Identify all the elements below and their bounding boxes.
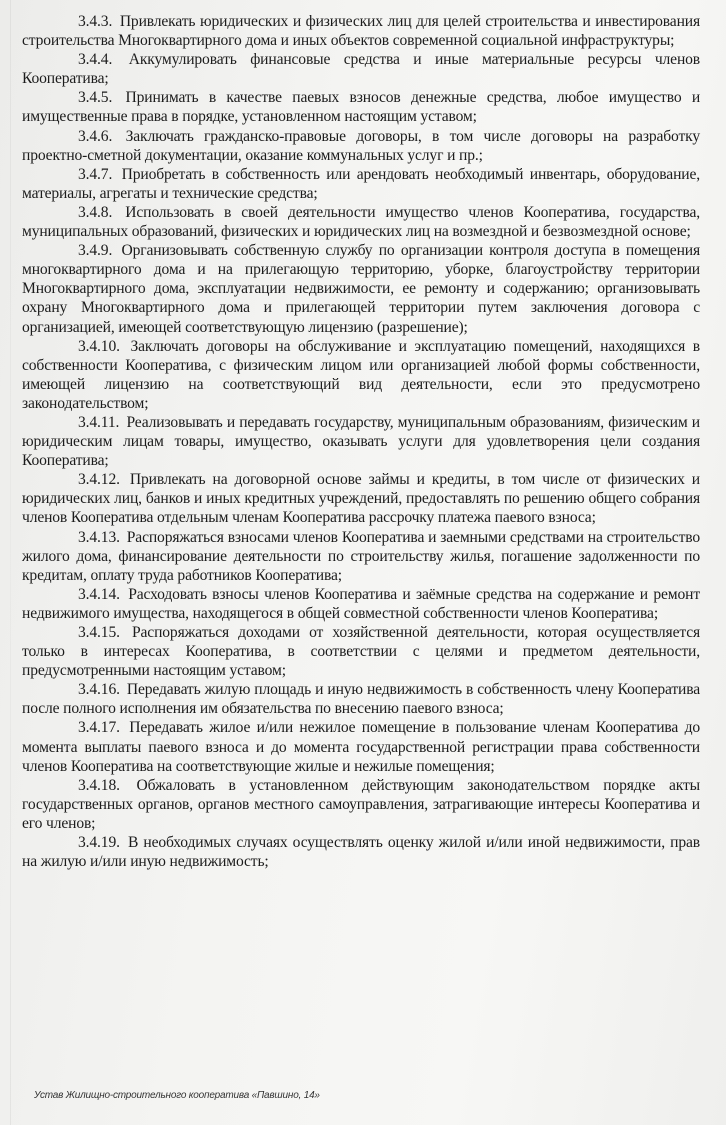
- clause-number: 3.4.7.: [78, 165, 113, 183]
- clause-number: 3.4.5.: [78, 89, 113, 107]
- clause-3-4-15: [22, 623, 700, 680]
- clause-text: Использовать в своей деятельности имущество членов Кооператива, государства, муниципальных образований, физических и юридических лиц на возмездной и безвозмездной основе;: [22, 203, 701, 241]
- clause-text: Передавать жилое и/или нежилое помещение в пользование членам Кооператива до момента выплаты паевого взноса и до момента государственной регистрации права собственности членов Кооператива на соответствующие жилые и нежилые помещения;: [22, 719, 701, 775]
- clause-number: 3.4.11.: [78, 413, 120, 431]
- clause-3-4-7: [22, 165, 700, 203]
- clause-text: Заключать договоры на обслуживание и эксплуатацию помещений, находящихся в собственности Кооператива, с физическим лицом или организацией любой формы собственности, имеющей лицензию на соответствующий вид деятельности, если это предусмотрено законодательством;: [22, 337, 700, 412]
- clause-number: 3.4.9.: [78, 242, 113, 260]
- clause-number: 3.4.4.: [78, 51, 113, 69]
- clause-number: 3.4.8.: [78, 203, 113, 221]
- clause-3-4-12: [22, 470, 700, 527]
- clause-text: Распоряжаться взносами членов Кооператива и заемными средствами на строительство жилого дома, финансирование деятельности по строительству жилья, погашение задолженности по кредитам, оплату труда работников Кооператива;: [22, 528, 700, 584]
- clause-number: 3.4.19.: [78, 834, 120, 852]
- clause-3-4-10: [22, 337, 700, 413]
- clause-list: [22, 12, 700, 871]
- clause-3-4-14: [22, 585, 700, 623]
- clause-number: 3.4.12.: [78, 471, 120, 489]
- clause-3-4-16: [22, 680, 700, 718]
- clause-number: 3.4.13.: [78, 528, 120, 546]
- clause-3-4-11: [22, 413, 700, 470]
- clause-text: Обжаловать в установленном действующим законодательством порядке акты государственных органов, органов местного самоуправления, затрагивающие интересы Кооператива и его членов;: [22, 776, 700, 832]
- clause-text: Расходовать взносы членов Кооператива и заёмные средства на содержание и ремонт недвижимого имущества, находящегося в общей совместной собственности членов Кооператива;: [22, 585, 700, 622]
- clause-number: 3.4.15.: [78, 624, 120, 641]
- clause-text: Распоряжаться доходами от хозяйственной деятельности, которая осуществляется только в интересах Кооператива, в соответствии с целями и предметом деятельности, предусмотренными настоящим уставом;: [22, 624, 700, 680]
- clause-text: Привлекать юридических и физических лиц для целей строительства и инвестирования строительства Многоквартирного дома и иных объектов современной социальной инфраструктуры;: [22, 13, 700, 50]
- clause-text: Приобретать в собственность или арендовать необходимый инвентарь, оборудование, материалы, агрегаты и технические средства;: [22, 165, 700, 202]
- clause-3-4-3: [22, 12, 700, 50]
- clause-text: Заключать гражданско-правовые договоры, в том числе договоры на разработку проектно-сметной документации, оказание коммунальных услуг и пр.;: [22, 127, 700, 164]
- clause-text: Аккумулировать финансовые средства и иные материальные ресурсы членов Кооператива;: [22, 51, 701, 88]
- clause-3-4-4: [22, 50, 700, 88]
- page-footer: Устав Жилищно-строительного кооператива «Павшино, 14»: [34, 1090, 320, 1101]
- clause-number: 3.4.16.: [78, 681, 120, 699]
- scan-margin-line: [10, 0, 11, 1125]
- clause-3-4-17: [22, 718, 700, 775]
- clause-3-4-13: [22, 528, 700, 585]
- clause-number: 3.4.6.: [78, 127, 113, 145]
- clause-number: 3.4.3.: [78, 13, 113, 30]
- clause-text: Реализовывать и передавать государству, муниципальным образованиям, физическим и юридическим лицам товары, имущество, оказывать услуги для удовлетворения цели создания Кооператива;: [22, 413, 700, 470]
- clause-3-4-9: [22, 241, 700, 336]
- clause-number: 3.4.10.: [78, 337, 120, 355]
- clause-text: Передавать жилую площадь и иную недвижимость в собственность члену Кооператива после полного исполнения им обязательства по внесению паевого взноса;: [22, 681, 700, 718]
- clause-number: 3.4.14.: [78, 585, 120, 603]
- clause-3-4-18: [22, 776, 700, 833]
- clause-text: Принимать в качестве паевых взносов денежные средства, любое имущество и имущественные права в порядке, установленном настоящим уставом;: [22, 89, 701, 126]
- clause-3-4-8: [22, 203, 700, 241]
- clause-3-4-6: [22, 127, 700, 165]
- clause-3-4-19: [22, 833, 700, 871]
- clause-text: Организовывать собственную службу по организации контроля доступа в помещения многоквартирного дома и на прилегающую территорию, уборке, благоустройству территории Многоквартирного дома, эксплуатации недвижимости, ее ремонту и содержанию; организовывать охрану Многоквартирного дома и прилегающей территории путем заключения договора с организацией, имеющей соответствующую лицензию (разрешение);: [22, 242, 700, 336]
- clause-number: 3.4.18.: [78, 776, 120, 794]
- clause-text: Привлекать на договорной основе займы и кредиты, в том числе от физических и юридических лиц, банков и иных кредитных учреждений, предоставлять по решению общего собрания членов Кооператива отдельным членам Кооператива рассрочку платежа паевого взноса;: [22, 471, 700, 527]
- clause-text: В необходимых случаях осуществлять оценку жилой и/или иной недвижимости, прав на жилую и/или иную недвижимость;: [22, 834, 700, 871]
- clause-number: 3.4.17.: [78, 719, 120, 737]
- clause-3-4-5: [22, 88, 700, 126]
